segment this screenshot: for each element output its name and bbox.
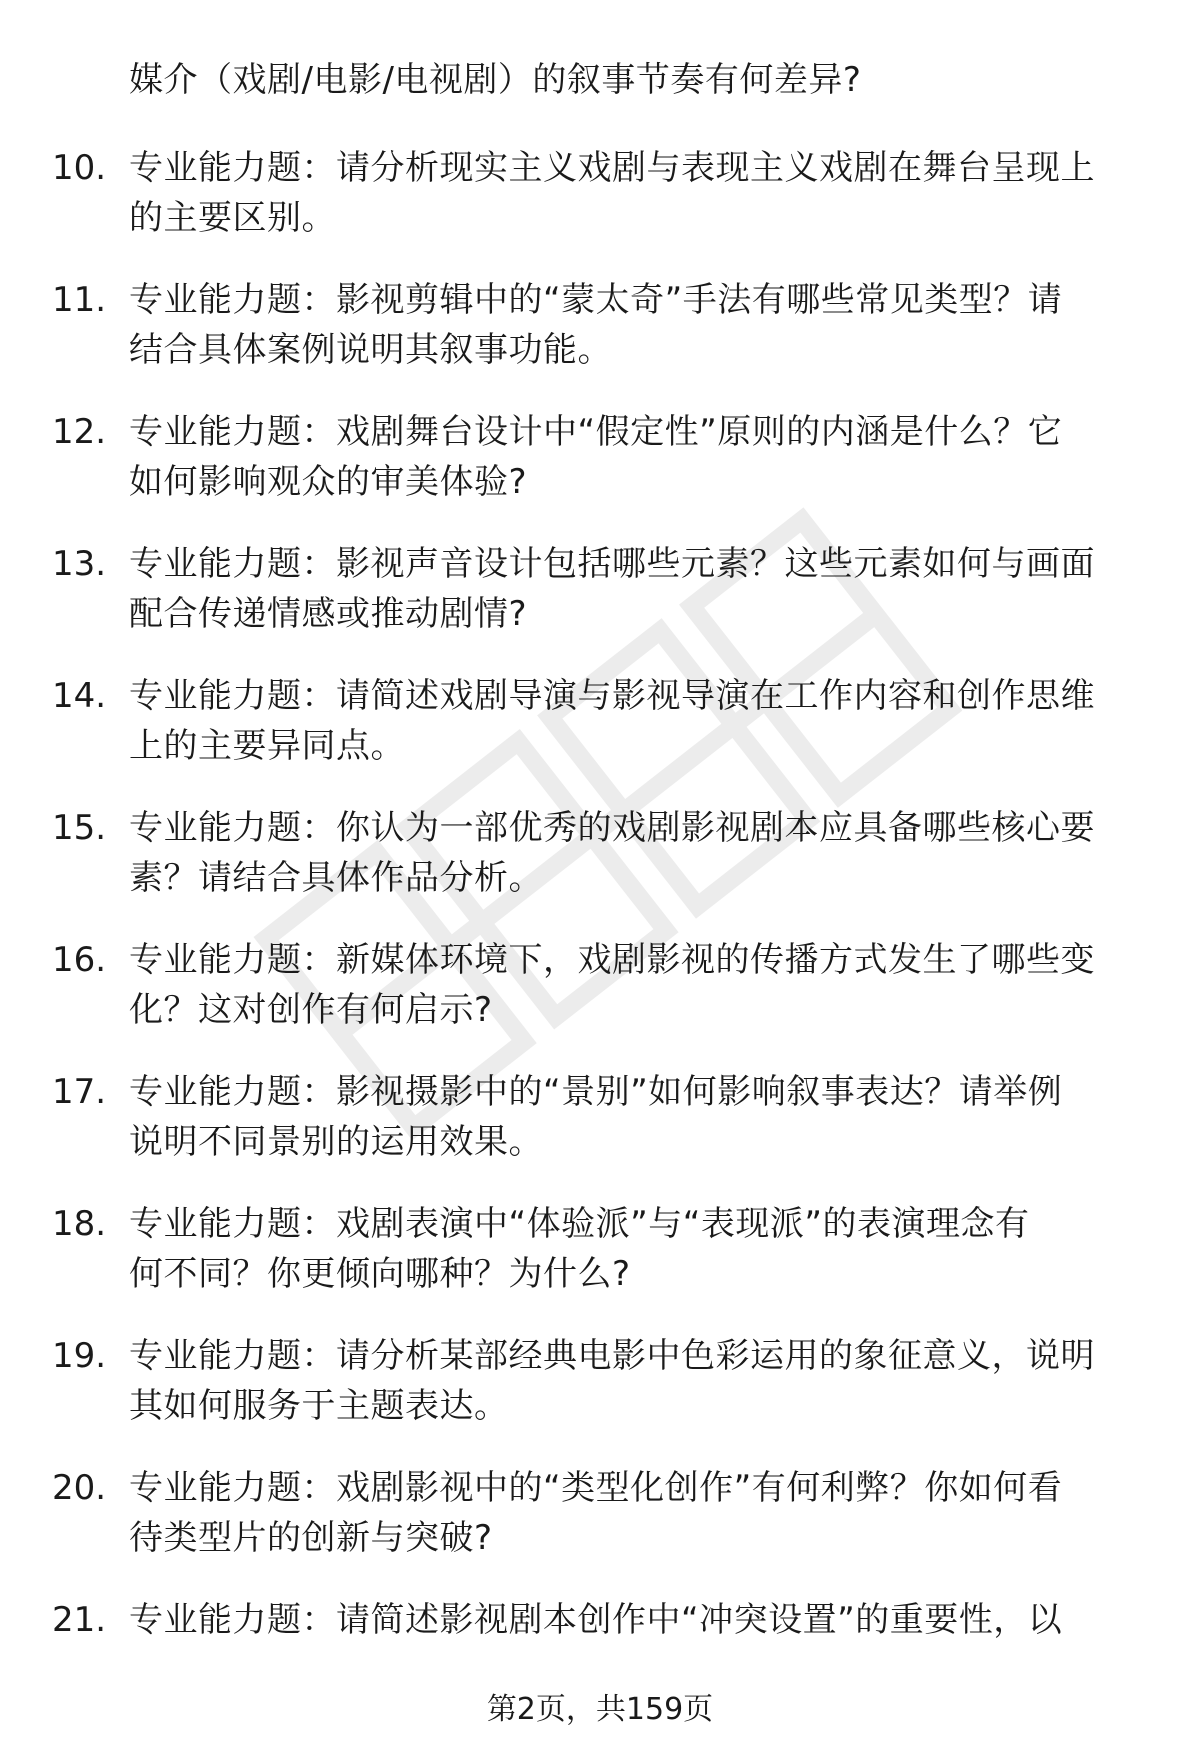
question-item <box>0 1199 1200 1331</box>
question-item <box>0 539 1200 671</box>
question-item <box>0 143 1200 275</box>
question-text-line: 化？这对创作有何启示? <box>129 990 493 1030</box>
question-text <box>129 539 1139 639</box>
question-text <box>129 407 1139 507</box>
question-text-line: 配合传递情感或推动剧情? <box>129 594 528 634</box>
question-text-line: 专业能力题：戏剧影视中的“类型化创作”有何利弊？你如何看 <box>129 1468 1063 1508</box>
page-number-footer: 第2页，共159页 <box>486 1692 714 1727</box>
question-number: 14. <box>52 676 107 716</box>
question-list <box>0 143 1200 1727</box>
question-number: 10. <box>52 148 107 188</box>
question-text-line: 专业能力题：戏剧舞台设计中“假定性”原则的内涵是什么？它 <box>129 412 1063 452</box>
question-text-line: 专业能力题：影视摄影中的“景别”如何影响叙事表达？请举例 <box>129 1072 1063 1112</box>
question-text-line: 的主要区别。 <box>129 198 336 238</box>
question-text <box>129 1463 1139 1563</box>
question-text-line: 专业能力题：影视剪辑中的“蒙太奇”手法有哪些常见类型？请 <box>129 280 1063 320</box>
question-number: 19. <box>52 1336 107 1376</box>
question-text-line: 专业能力题：新媒体环境下，戏剧影视的传播方式发生了哪些变 <box>129 940 1095 980</box>
question-text-line: 说明不同景别的运用效果。 <box>129 1122 543 1162</box>
continued-question-line: 媒介（戏剧/电影/电视剧）的叙事节奏有何差异? <box>129 60 862 100</box>
question-text <box>129 935 1139 1035</box>
question-text-line: 何不同？你更倾向哪种？为什么? <box>129 1254 631 1294</box>
question-number: 11. <box>52 280 107 320</box>
question-item <box>0 1331 1200 1463</box>
question-text <box>129 1067 1139 1167</box>
question-text-line: 专业能力题：请简述戏剧导演与影视导演在工作内容和创作思维 <box>129 676 1095 716</box>
question-item <box>0 935 1200 1067</box>
question-text-line: 专业能力题：戏剧表演中“体验派”与“表现派”的表演理念有 <box>129 1204 1030 1244</box>
question-text-line: 专业能力题：请分析某部经典电影中色彩运用的象征意义，说明 <box>129 1336 1095 1376</box>
question-text-line: 专业能力题：你认为一部优秀的戏剧影视剧本应具备哪些核心要 <box>129 808 1095 848</box>
question-text-line: 专业能力题：请分析现实主义戏剧与表现主义戏剧在舞台呈现上 <box>129 148 1095 188</box>
question-text <box>129 803 1139 903</box>
question-number: 12. <box>52 412 107 452</box>
question-text-line: 上的主要异同点。 <box>129 726 405 766</box>
question-number: 20. <box>52 1468 107 1508</box>
question-text <box>129 1331 1139 1431</box>
question-number: 18. <box>52 1204 107 1244</box>
question-item <box>0 1067 1200 1199</box>
question-text-line: 待类型片的创新与突破? <box>129 1518 493 1558</box>
question-item <box>0 407 1200 539</box>
question-item <box>0 275 1200 407</box>
question-text-line: 素？请结合具体作品分析。 <box>129 858 543 898</box>
question-text-line: 其如何服务于主题表达。 <box>129 1386 509 1426</box>
question-number: 21. <box>52 1600 107 1640</box>
question-text <box>129 1595 1139 1645</box>
question-number: 16. <box>52 940 107 980</box>
question-item <box>0 1463 1200 1595</box>
question-text <box>129 1199 1139 1299</box>
question-text-line: 如何影响观众的审美体验? <box>129 462 528 502</box>
question-text-line: 结合具体案例说明其叙事功能。 <box>129 330 612 370</box>
question-text-line: 专业能力题：请简述影视剧本创作中“冲突设置”的重要性，以 <box>129 1600 1063 1640</box>
question-number: 15. <box>52 808 107 848</box>
question-text <box>129 143 1139 243</box>
question-number: 17. <box>52 1072 107 1112</box>
question-text-line: 专业能力题：影视声音设计包括哪些元素？这些元素如何与画面 <box>129 544 1095 584</box>
question-item <box>0 803 1200 935</box>
question-text <box>129 671 1139 771</box>
question-number: 13. <box>52 544 107 584</box>
question-item <box>0 671 1200 803</box>
question-text <box>129 275 1139 375</box>
